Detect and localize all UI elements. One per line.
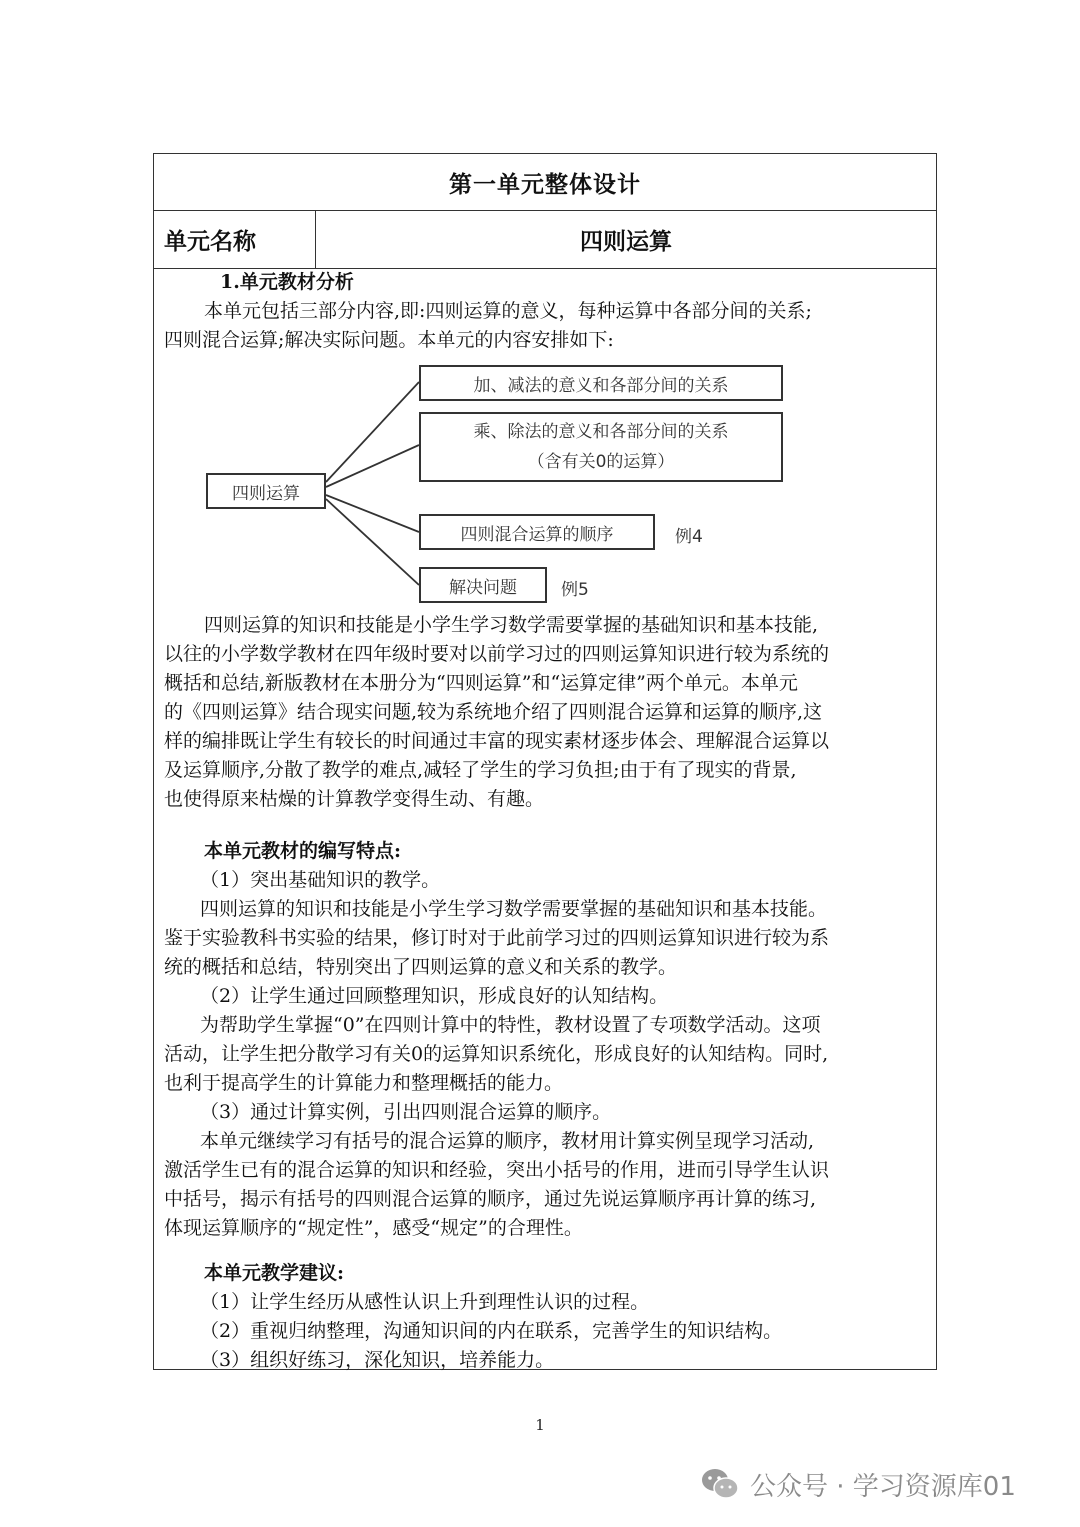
paragraph-line: 概括和总结,新版教材在本册分为“四则运算”和“运算定律”两个单元。本单元 [164, 672, 798, 694]
connector-line [326, 499, 419, 585]
paragraph-line: 也使得原来枯燥的计算教学变得生动、有趣。 [164, 788, 545, 810]
content-cell [154, 269, 936, 1369]
connector-line [326, 495, 419, 532]
suggestions-heading: 本单元教学建议: [204, 1262, 345, 1284]
feature-line: 也利于提高学生的计算能力和整理概括的能力。 [164, 1072, 564, 1094]
unit-name-value: 四则运算 [580, 228, 672, 255]
paragraph-line: 四则运算的知识和技能是小学生学习数学需要掌握的基础知识和基本技能, [204, 614, 819, 636]
feature-line: 活动，让学生把分散学习有关0的运算知识系统化，形成良好的认知结构。同时, [164, 1043, 829, 1065]
diagram-root-box: 四则运算 [206, 473, 326, 509]
diagram-branch-box [419, 412, 783, 482]
structure-diagram [199, 357, 799, 607]
diagram-example-label: 例4 [675, 527, 703, 547]
overview-paragraph [164, 611, 926, 814]
unit-design-table [153, 153, 937, 1370]
analysis-heading: 1.单元教材分析 [220, 271, 354, 293]
feature-line: （3）通过计算实例，引出四则混合运算的顺序。 [200, 1101, 612, 1123]
feature-line: 鉴于实验教科书实验的结果，修订时对于此前学习过的四则运算知识进行较为系 [164, 927, 830, 949]
paragraph-line: 以往的小学数学教材在四年级时要对以前学习过的四则运算知识进行较为系统的 [164, 643, 830, 665]
feature-line: 为帮助学生掌握“0”在四则计算中的特性，教材设置了专项数学活动。这项 [200, 1014, 821, 1036]
feature-line: 四则运算的知识和技能是小学生学习数学需要掌握的基础知识和基本技能。 [200, 898, 828, 920]
unit-name-row [154, 211, 936, 269]
paragraph-line: 的《四则运算》结合现实问题,较为系统地介绍了四则混合运算和运算的顺序,这 [164, 701, 823, 723]
suggestion-line: （3）组织好练习，深化知识，培养能力。 [200, 1349, 555, 1371]
diagram-branch-label: 乘、除法的意义和各部分间的关系 [473, 422, 729, 442]
feature-line: 体现运算顺序的“规定性”，感受“规定”的合理性。 [164, 1217, 583, 1239]
features-section [164, 837, 926, 1243]
watermark [700, 1462, 1016, 1506]
intro-line: 四则混合运算;解决实际问题。本单元的内容安排如下: [164, 329, 614, 351]
table-title: 第一单元整体设计 [154, 154, 936, 211]
feature-line: （2）让学生通过回顾整理知识，形成良好的认知结构。 [200, 985, 669, 1007]
feature-line: 统的概括和总结，特别突出了四则运算的意义和关系的教学。 [164, 956, 678, 978]
suggestion-line: （1）让学生经历从感性认识上升到理性认识的过程。 [200, 1291, 650, 1313]
diagram-branch-sub: （含有关0的运算） [527, 452, 675, 472]
diagram-branch-box: 四则混合运算的顺序 [419, 514, 655, 550]
feature-line: （1）突出基础知识的教学。 [200, 869, 441, 891]
analysis-section [164, 268, 926, 355]
unit-name-label: 单元名称 [154, 211, 316, 268]
diagram-branch-box: 加、减法的意义和各部分间的关系 [419, 365, 783, 401]
paragraph-line: 样的编排既让学生有较长的时间通过丰富的现实素材逐步体会、理解混合运算以 [164, 730, 830, 752]
connector-line [326, 382, 419, 482]
suggestion-line: （2）重视归纳整理，沟通知识间的内在联系，完善学生的知识结构。 [200, 1320, 783, 1342]
intro-line: 本单元包括三部分内容,即:四则运算的意义，每种运算中各部分间的关系; [204, 300, 812, 322]
page-number: 1 [535, 1416, 545, 1434]
watermark-text: 公众号 · 学习资源库01 [750, 1471, 1016, 1502]
diagram-example-label: 例5 [561, 580, 589, 600]
feature-line: 本单元继续学习有括号的混合运算的顺序，教材用计算实例呈现学习活动, [200, 1130, 815, 1152]
feature-line: 中括号，揭示有括号的四则混合运算的顺序，通过先说运算顺序再计算的练习, [164, 1188, 817, 1210]
diagram-branch-box: 解决问题 [419, 567, 547, 603]
paragraph-line: 及运算顺序,分散了教学的难点,减轻了学生的学习负担;由于有了现实的背景, [164, 759, 797, 781]
feature-line: 激活学生已有的混合运算的知识和经验，突出小括号的作用，进而引导学生认识 [164, 1159, 830, 1181]
features-heading: 本单元教材的编写特点: [204, 840, 402, 862]
wechat-icon [700, 1467, 740, 1501]
suggestions-section [164, 1259, 926, 1375]
